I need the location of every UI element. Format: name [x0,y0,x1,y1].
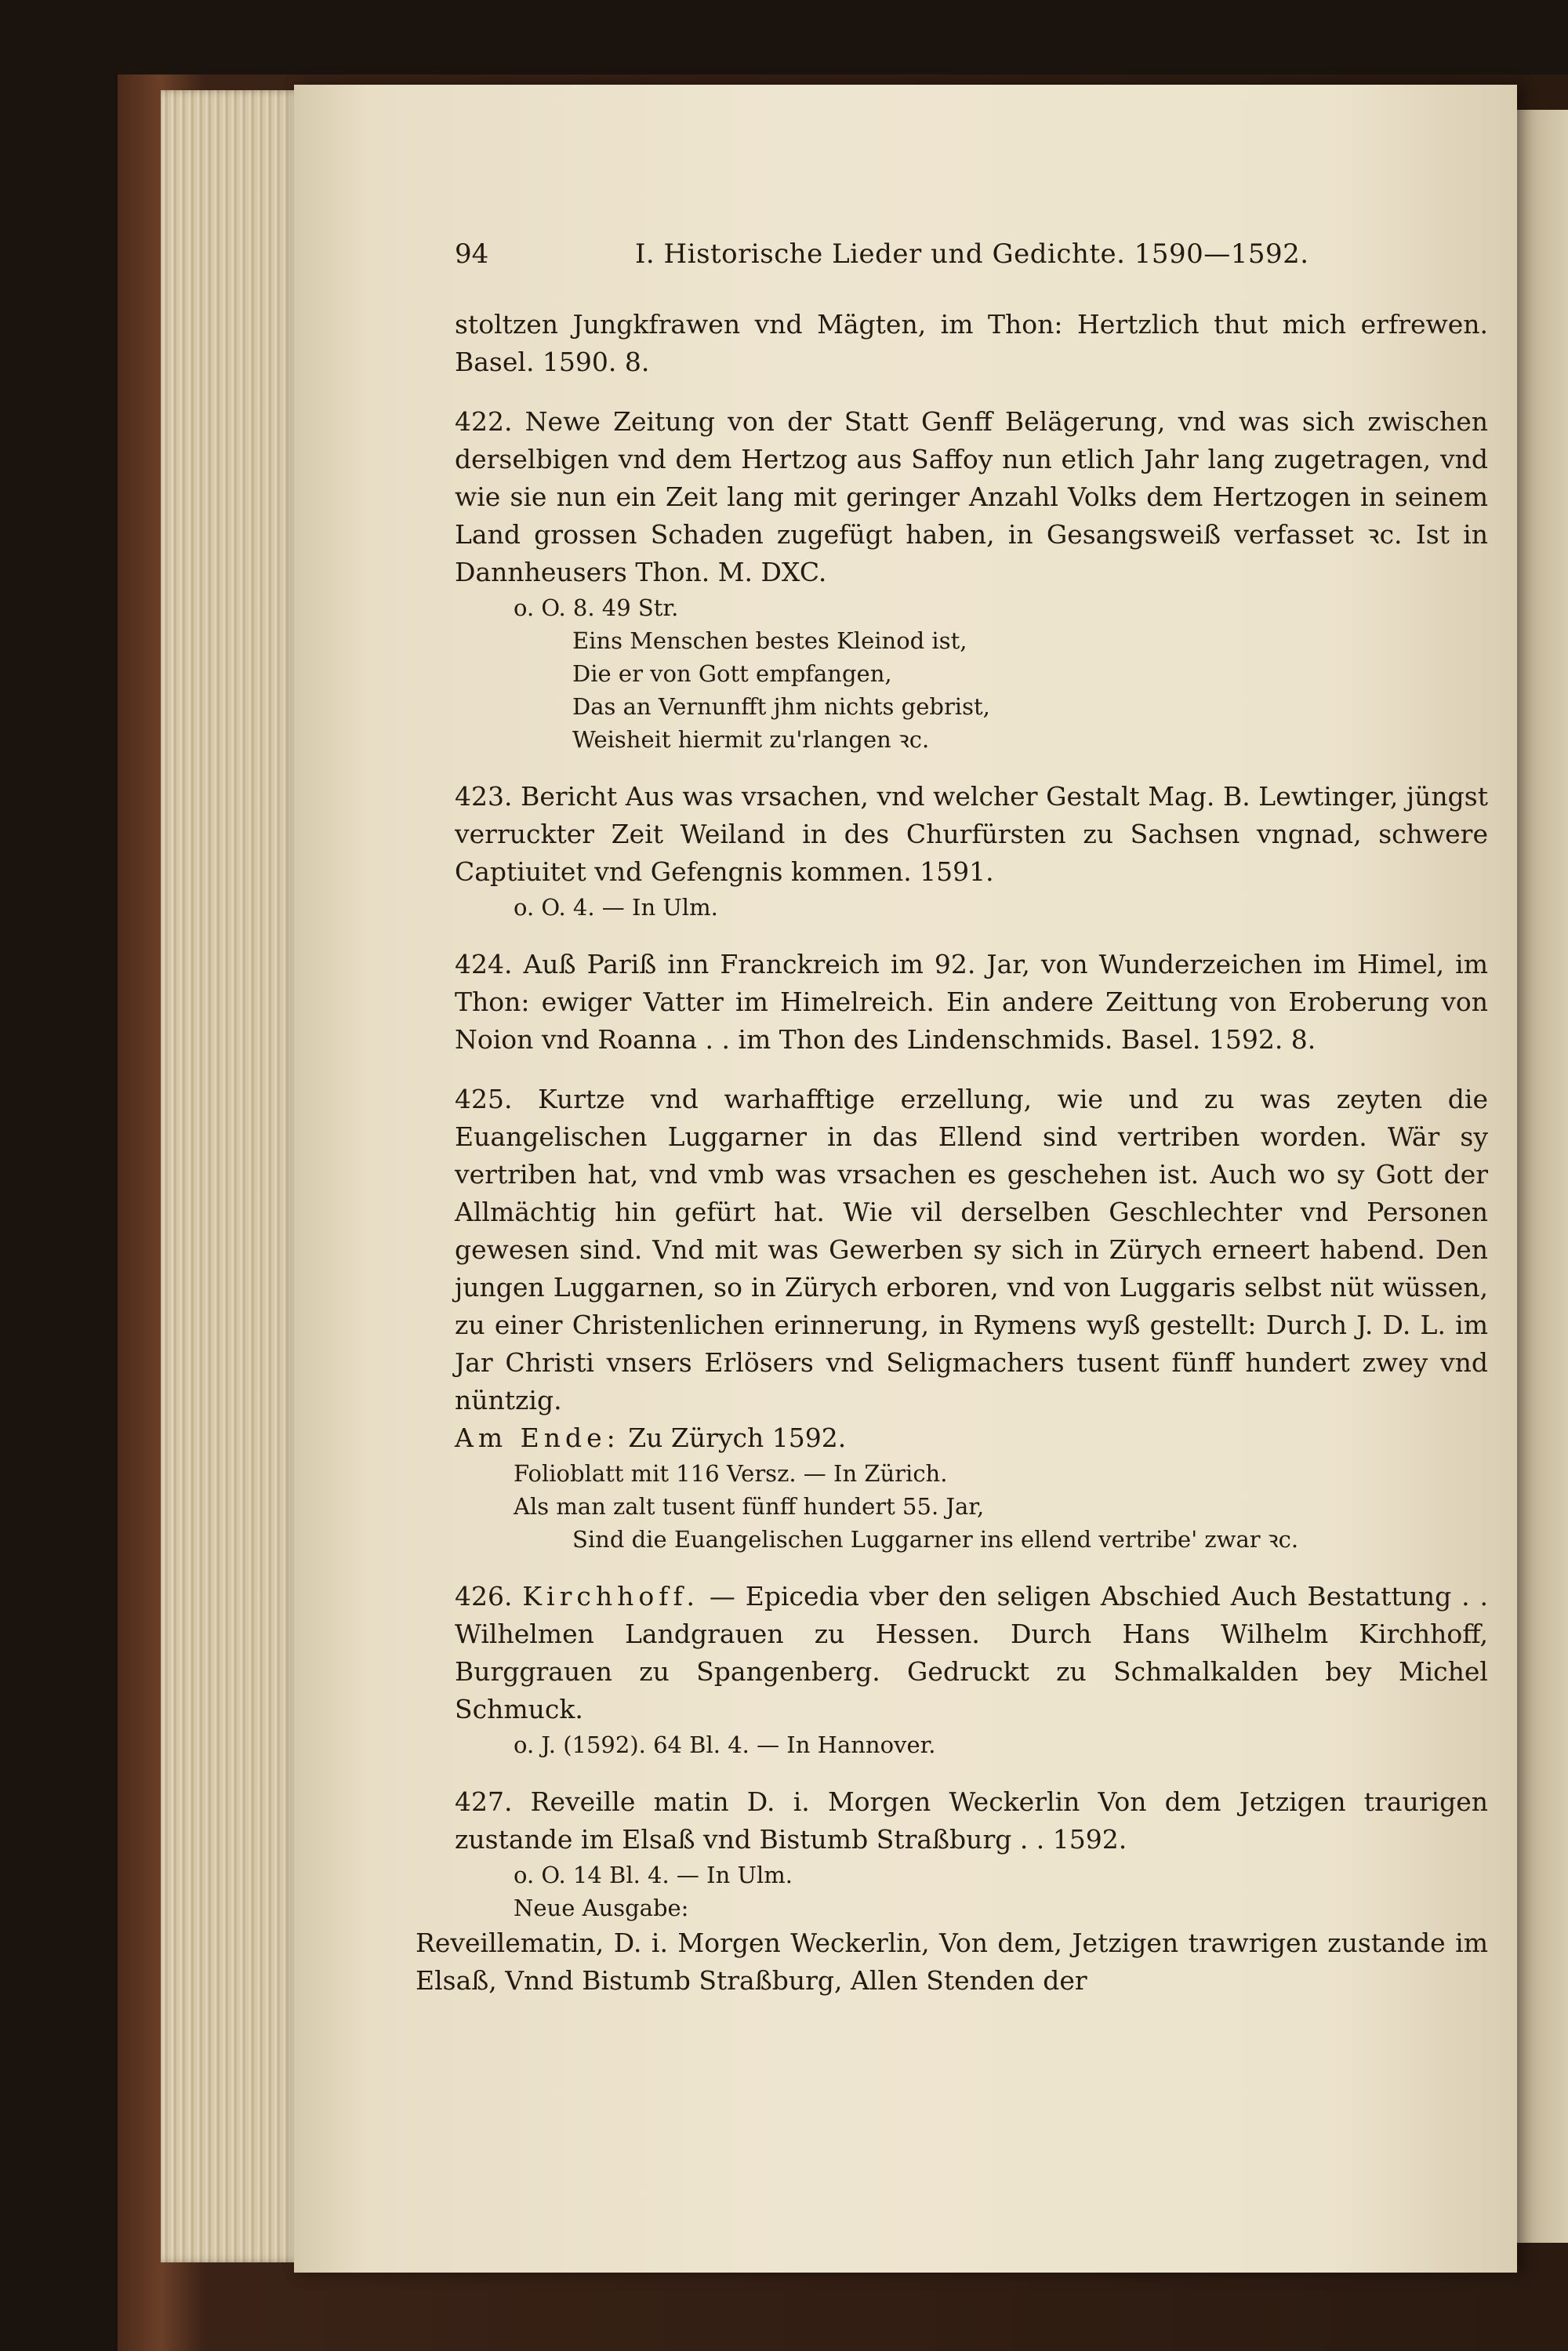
entry-text: — Epicedia vber den seligen Abschied Auch Bestattung . . Wilhelmen Landgrauen zu Hessen. Durch Hans Wilhelm Kirchhoff, Burggrauen zu Spangenberg. Gedruckt zu Schmalkalden bey Michel Schmuck. [455,1581,1488,1724]
page-content [416,235,1488,2000]
verse-line: Das an Vernunfft jhm nichts gebrist, [572,693,990,720]
entry-text: 427. Reveille matin D. i. Morgen Weckerlin Von dem Jetzigen traurigen zustande im Elsaß vnd Bistumb Straßburg . . 1592. [455,1786,1488,1855]
verse-line: Sind die Euangelischen Luggarner ins ellend vertribe' zwar ꝛc. [572,1526,1299,1553]
entry-text: 423. Bericht Aus was vrsachen, vnd welcher Gestalt Mag. B. Lewtinger, jüngst verruckter Zeit Weiland in des Churfürsten zu Sachsen vngnad, schwere Captiuitet vnd Gefengnis kommen. 1591. [455,781,1488,887]
page-number: 94 [455,238,489,270]
entry-425 [455,1081,1488,1556]
colophon-text: Zu Zürych 1592. [628,1423,847,1453]
new-edition-label: Neue Ausgabe: [514,1895,689,1921]
verse-line: Eins Menschen bestes Kleinod ist, [572,627,967,654]
entry-424 [455,946,1488,1059]
entry-meta: o. O. 8. 49 Str. [514,594,679,621]
verse-line: Weisheit hiermit zu'rlangen ꝛc. [572,726,930,753]
entry-meta: o. J. (1592). 64 Bl. 4. — In Hannover. [514,1731,936,1758]
entry-meta: Folioblatt mit 116 Versz. — In Zürich. [514,1460,948,1487]
colophon [455,1419,1488,1457]
running-title: I. Historische Lieder und Gedichte. 1590—1592. [635,238,1309,270]
entry-423 [455,778,1488,924]
entry-427 [416,1783,1488,2000]
entry-number: 426. [455,1581,513,1612]
page-header [455,235,1488,273]
entry-422 [455,403,1488,756]
verse-line: Als man zalt tusent fünff hundert 55. Jar, [514,1493,985,1520]
entry-text: 425. Kurtze vnd warhafftige erzellung, wie und zu was zeyten die Euangelischen Luggarner in das Ellend sind vertriben worden. Wär sy vertriben hat, vnd vmb was vrsachen es geschehen ist. Auch wo sy Gott der Allmächtig hin gefürt hat. Wie vil derselben Geschlechter vnd Personen gewesen sind. Vnd mit was Gewerben sy sich in Zürych erneert habend. Den jungen Luggarnen, so in Zürych erboren, vnd von Luggaris selbst nüt wüssen, zu einer Christenlichen erinnerung, in Rymens wyß gestellt: Durch J. D. L. im Jar Christi vnsers Erlösers vnd Seligmachers tusent fünff hundert zwey vnd nüntzig. [455,1084,1488,1415]
new-edition-text: Reveillematin, D. i. Morgen Weckerlin, Von dem, Jetzigen trawrigen zustande im Elsaß, Vnnd Bistumb Straßburg, Allen Stenden der [416,1928,1488,1996]
entry-author: Kirchhoff. [522,1581,699,1612]
facing-page-edge [1513,110,1568,2243]
entry-meta: o. O. 14 Bl. 4. — In Ulm. [514,1862,793,1888]
page-stack-edge [161,90,306,2262]
entry-text-block [455,1578,1488,1728]
entry-426 [455,1578,1488,1761]
continuation-text: stoltzen Jungkfrawen vnd Mägten, im Thon: Hertzlich thut mich erfrewen. Basel. 1590. 8. [455,309,1488,377]
entry-text: 424. Auß Pariß inn Franckreich im 92. Jar, von Wunderzeichen im Himel, im Thon: ewiger Vatter im Himelreich. Ein andere Zeittung von Eroberung von Noion vnd Roanna . . im Thon des Lindenschmids. Basel. 1592. 8. [455,949,1488,1055]
colophon-label: Am Ende: [455,1423,620,1453]
verse-line: Die er von Gott empfangen, [572,660,892,687]
entry-text: 422. Newe Zeitung von der Statt Genff Belägerung, vnd was sich zwischen derselbigen vnd dem Hertzog aus Saffoy nun etlich Jahr lang zugetragen, vnd wie sie nun ein Zeit lang mit geringer Anzahl Volks dem Hertzogen in seinem Land grossen Schaden zugefügt haben, in Gesangsweiß verfasset ꝛc. Ist in Dannheusers Thon. M. DXC. [455,406,1488,587]
entry-meta: o. O. 4. — In Ulm. [514,894,718,921]
